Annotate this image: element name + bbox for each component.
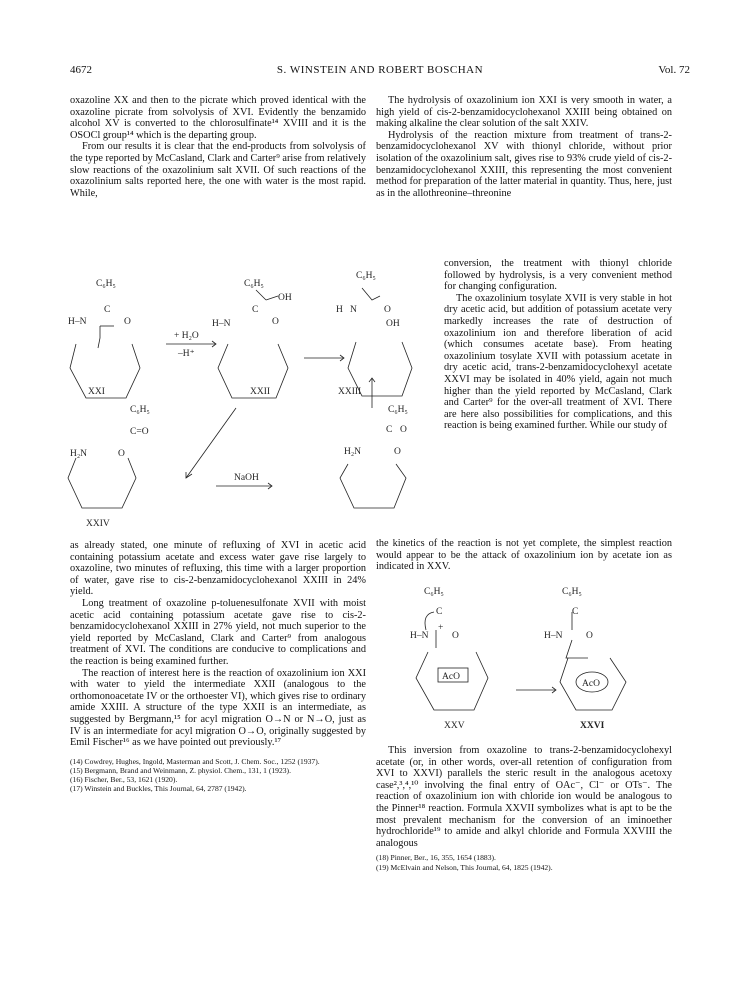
footnote: (18) Pinner, Ber., 16, 355, 1654 (1883). xyxy=(376,853,496,863)
footnote: (15) Bergmann, Brand and Weinmann, Z. physiol. Chem., 131, 1 (1923). xyxy=(70,765,291,775)
paragraph: Hydrolysis of the reaction mixture from treatment of trans-2-benzamidocyclohexanol XV with thionyl chloride, without prior isolation of the oxazolinium salt, gives rise to 93% crude yield of cis-2-benzamidocyclohexanol XXIII, this representing the most convenient method for preparation of the latter material in quantity. Thus, here, just as in the allothreonine–threonine xyxy=(376,129,672,199)
scheme-label: O xyxy=(452,631,459,641)
scheme-label: AcO xyxy=(582,679,600,689)
footnote: (17) Winstein and Buckles, This Journal, 64, 2787 (1942). xyxy=(70,784,247,794)
scheme-label: O xyxy=(118,449,125,459)
scheme-label: NaOH xyxy=(234,473,259,483)
scheme-label: + xyxy=(438,623,444,633)
paragraph: The reaction of interest here is the reaction of oxazolinium ion XXI with water to yield the intermediate XXII (analogous to the orthomonoacetate IV or the orthoester VI), which gives rise to ordinary amide XXIII. A structure of the type XXII is an intermediate, as suggested by Bergmann,¹⁵ for acyl migration O→N or N→O, just as IV is an intermediate for acyl migration O→O, originally suggested by Emil Fischer¹⁶ as we have pointed out previously.¹⁷ xyxy=(70,667,366,749)
authors: S. WINSTEIN AND ROBERT BOSCHAN xyxy=(276,64,484,76)
paragraph: The hydrolysis of oxazolinium ion XXI is very smooth in water, a high yield of cis-2-benzamidocyclohexanol XXIII being obtained on making alkaline the clear solution of the salt XXIV. xyxy=(376,95,672,130)
left-column-top xyxy=(70,95,366,199)
scheme-label: H xyxy=(336,305,343,315)
paragraph: oxazoline XX and then to the picrate which proved identical with the oxazoline picrate from solvolysis of XVI. Evidently the benzamido alcohol XV is converted to the chlorosulfinate¹⁴ XVIII and it is the OSOCl group¹⁴ which is the departing group. xyxy=(70,95,366,141)
compound-label-xxii: XXII xyxy=(250,387,271,397)
running-header xyxy=(70,64,690,80)
scheme-label: H–N xyxy=(68,317,87,327)
scheme-label: H–N xyxy=(410,631,429,641)
paragraph: Long treatment of oxazoline p-toluenesulfonate XVII with moist acetic acid containing potassium acetate gave rise to cis-2-benzamidocyclohexanol XXIII in 27% yield, not much superior to the yield reported by McCasland, Clark and Carter⁹ from analogous treatment of XVI. The conditions are conducive to complications and the reaction is being examined further. xyxy=(70,597,366,667)
paragraph: This inversion from oxazoline to trans-2-benzamidocyclohexyl acetate (or, in other words, over-all retention of configuration from XVI to XXVI) parallels the steric result in the analogous acetoxy case²,³,⁴,¹⁰ involving the final entry of OAc⁻, Cl⁻ or OTs⁻. The reaction of oxazolinium ion with chloride ion would be analogous to the Pinner¹⁸ reaction. Formula XXVII symbolizes what is apt to be the most prevalent mechanism for the conversion of an iminoether hydrochloride¹⁹ to amide and alkyl chloride and Formula XXVIII the analogous xyxy=(376,745,672,849)
scheme-label: N xyxy=(350,305,357,315)
paragraph: conversion, the treatment with thionyl chloride followed by hydrolysis, is a very convenient method for changing configuration. xyxy=(444,258,672,293)
footnote: (19) McElvain and Nelson, This Journal, 64, 1825 (1942). xyxy=(376,862,553,872)
left-column-bottom xyxy=(70,540,366,794)
right-column-mid xyxy=(376,538,672,573)
paragraph: the kinetics of the reaction is not yet complete, the simplest reaction would appear to be the attack of oxazolinium ion by acetate ion as indicated in XXV. xyxy=(376,538,672,573)
reaction-scheme-2 xyxy=(376,578,672,728)
scheme-label: C xyxy=(104,305,111,315)
scheme-label: C=O xyxy=(130,427,149,437)
scheme-label: C₆H₅ xyxy=(96,279,116,289)
scheme-label: + H₂O xyxy=(174,331,199,341)
scheme-label: O xyxy=(384,305,391,315)
compound-label-xxiii: XXIII xyxy=(338,387,362,397)
scheme-label: H₂N xyxy=(344,447,362,457)
right-column-narrow xyxy=(444,258,672,432)
scheme-label: H–N xyxy=(212,319,231,329)
scheme-label: OH xyxy=(386,319,400,329)
compound-label-xxvi: XXVI xyxy=(580,721,605,728)
scheme-label: C xyxy=(572,607,579,617)
scheme-label: C xyxy=(252,305,259,315)
scheme-label: H–N xyxy=(544,631,563,641)
scheme-label: C₆H₅ xyxy=(244,279,264,289)
scheme-label: OH xyxy=(278,293,292,303)
paragraph: The oxazolinium tosylate XVII is very stable in hot dry acetic acid, but addition of potassium acetate very markedly increases the rate of destruction of oxazolinium ion and therefore liberation of acid (which consumes acetate base). From heating oxazolinium tosylate XVII with potassium acetate in dry acetic acid, trans-2-benzamidocyclohexyl acetate XXVI may be isolated in 40% yield, again not much higher than the yield reported by McCasland, Clark and Carter⁹ for the over-all treatment of XVI. There are here also possibilities for complications, and this reaction is being examined further. While our study of xyxy=(444,292,672,432)
compound-label-xxiv: XXIV xyxy=(86,519,110,529)
scheme-label: O xyxy=(586,631,593,641)
scheme-label: AcO xyxy=(442,672,460,682)
scheme-label: O xyxy=(124,317,131,327)
reaction-scheme-1 xyxy=(66,268,440,536)
volume: Vol. 72 xyxy=(658,64,690,76)
scheme-label: C₆H₅ xyxy=(562,587,582,597)
scheme-label: O xyxy=(400,425,407,435)
right-column-bottom xyxy=(376,745,672,872)
scheme-label: C xyxy=(436,607,443,617)
paragraph: From our results it is clear that the end-products from solvolysis of the type reported by McCasland, Clark and Carter⁹ arise from relatively slow reactions of the oxazolinium salt XVII. Of such reactions of the oxazolinium salts reported here, the one with water is the most rapid. While, xyxy=(70,141,366,199)
scheme-label: C₆H₅ xyxy=(130,405,150,415)
scheme-label: –H⁺ xyxy=(178,349,195,359)
scheme-label: C₆H₅ xyxy=(388,405,408,415)
right-column-top xyxy=(376,95,672,199)
scheme-label: O xyxy=(272,317,279,327)
compound-label-xxv: XXV xyxy=(444,721,465,728)
scheme-label: C₆H₅ xyxy=(356,271,376,281)
paragraph: as already stated, one minute of refluxing of XVI in acetic acid containing potassium acetate and excess water gave rise largely to oxazoline, two minutes of refluxing, this time with a larger proportion of water, gave rise to cis-2-benzamidocyclohexanol XXIII in 24% yield. xyxy=(70,540,366,598)
scheme-label: H₂N xyxy=(70,449,88,459)
compound-label-xxi: XXI xyxy=(88,387,105,397)
scheme-label: C₆H₅ xyxy=(424,587,444,597)
page-number: 4672 xyxy=(70,64,92,76)
scheme-label: O xyxy=(394,447,401,457)
scheme-label: C xyxy=(386,425,393,435)
footnote: (16) Fischer, Ber., 53, 1621 (1920). xyxy=(70,775,178,785)
footnote: (14) Cowdrey, Hughes, Ingold, Masterman and Scott, J. Chem. Soc., 1252 (1937). xyxy=(70,756,320,766)
